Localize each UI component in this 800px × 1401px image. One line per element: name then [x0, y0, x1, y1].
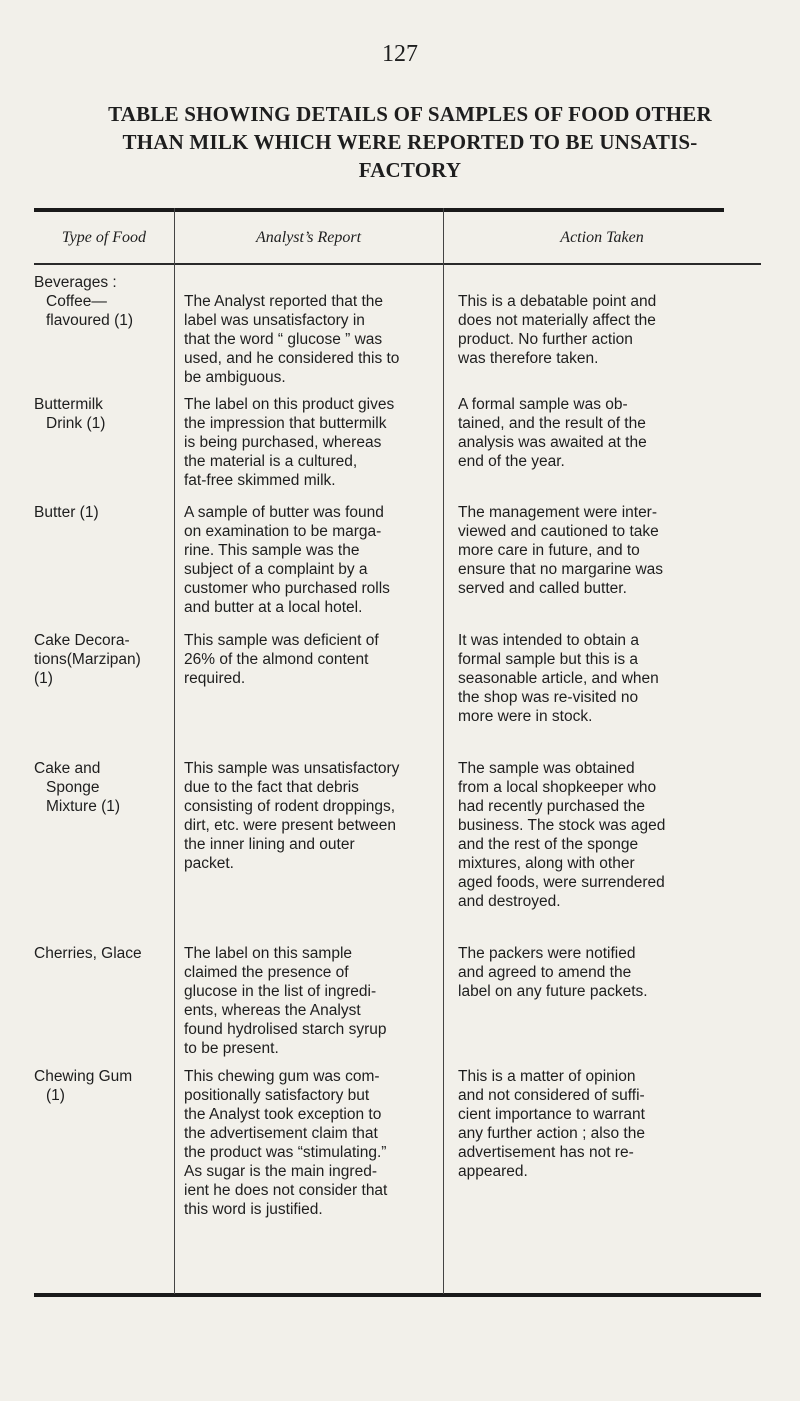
action-cell	[458, 944, 741, 1001]
food-line: Coffee—	[46, 293, 107, 310]
report-line: 26% of the almond content	[184, 651, 369, 668]
report-line: ents, whereas the Analyst	[184, 1002, 361, 1019]
action-line: more were in stock.	[458, 708, 593, 725]
food-cell	[34, 1067, 172, 1105]
food-line: Chewing Gum	[34, 1068, 133, 1085]
report-line: claimed the presence of	[184, 964, 349, 981]
header-action-taken: Action Taken	[560, 229, 644, 246]
action-line: analysis was awaited at the	[458, 434, 647, 451]
action-cell	[458, 759, 741, 911]
food-line: (1)	[46, 1087, 65, 1104]
report-line: positionally satisfactory but	[184, 1087, 370, 1104]
page-number: 127	[382, 41, 418, 67]
report-line: this word is justified.	[184, 1201, 323, 1218]
action-line: had recently purchased the	[458, 798, 645, 815]
action-line: The packers were notified	[458, 945, 636, 962]
report-line: that the word “ glucose ” was	[184, 331, 383, 348]
action-cell	[458, 395, 741, 471]
action-line: formal sample but this is a	[458, 651, 639, 668]
header-rule	[34, 263, 761, 265]
report-line: This chewing gum was com-	[184, 1068, 380, 1085]
report-line: The label on this product gives	[184, 396, 395, 413]
title-line: TABLE SHOWING DETAILS OF SAMPLES OF FOOD OTHER	[108, 102, 712, 126]
report-line: subject of a complaint by a	[184, 561, 368, 578]
food-line: Drink (1)	[46, 415, 106, 432]
report-line: used, and he considered this to	[184, 350, 400, 367]
food-line: Beverages :	[34, 274, 117, 291]
action-line: appeared.	[458, 1163, 528, 1180]
action-line: from a local shopkeeper who	[458, 779, 657, 796]
column-divider	[443, 208, 444, 1294]
report-line: consisting of rodent droppings,	[184, 798, 396, 815]
action-line: ensure that no margarine was	[458, 561, 664, 578]
header-analysts-report: Analyst’s Report	[255, 229, 362, 246]
report-line: the material is a cultured,	[184, 453, 358, 470]
report-line: This sample was deficient of	[184, 632, 379, 649]
food-line: tions(Marzipan)	[34, 651, 141, 668]
report-line: the product was “stimulating.”	[184, 1144, 387, 1161]
column-divider	[174, 208, 175, 1294]
action-line: A formal sample was ob-	[458, 396, 628, 413]
report-line: rine. This sample was the	[184, 542, 360, 559]
food-line: Cake and	[34, 760, 101, 777]
report-line: the Analyst took exception to	[184, 1106, 382, 1123]
report-line: required.	[184, 670, 246, 687]
action-line: label on any future packets.	[458, 983, 648, 1000]
action-line: seasonable article, and when	[458, 670, 659, 687]
action-line: was therefore taken.	[458, 350, 599, 367]
action-cell	[458, 631, 741, 726]
report-line: A sample of butter was found	[184, 504, 384, 521]
report-line: The Analyst reported that the	[184, 293, 384, 310]
report-line: As sugar is the main ingred-	[184, 1163, 377, 1180]
table-top-rule	[34, 208, 724, 212]
food-line: Butter (1)	[34, 504, 99, 521]
food-cell	[34, 944, 172, 963]
food-cell	[34, 395, 172, 433]
report-line: the inner lining and outer	[184, 836, 355, 853]
food-cell	[34, 759, 172, 816]
report-cell	[184, 631, 439, 688]
action-line: The sample was obtained	[458, 760, 635, 777]
action-line: The management were inter-	[458, 504, 658, 521]
report-line: due to the fact that debris	[184, 779, 359, 796]
report-line: packet.	[184, 855, 234, 872]
action-line: end of the year.	[458, 453, 565, 470]
action-line: and the rest of the sponge	[458, 836, 639, 853]
food-cell	[34, 631, 172, 688]
action-line: business. The stock was aged	[458, 817, 666, 834]
action-line: tained, and the result of the	[458, 415, 646, 432]
report-line: the advertisement claim that	[184, 1125, 378, 1142]
report-cell	[184, 1067, 439, 1219]
action-line: This is a matter of opinion	[458, 1068, 636, 1085]
report-line: glucose in the list of ingredi-	[184, 983, 377, 1000]
action-line: any further action ; also the	[458, 1125, 645, 1142]
report-line: customer who purchased rolls	[184, 580, 390, 597]
action-line: cient importance to warrant	[458, 1106, 645, 1123]
report-line: dirt, etc. were present between	[184, 817, 396, 834]
table-title	[80, 100, 740, 184]
food-line: Cake Decora-	[34, 632, 130, 649]
food-line: Cherries, Glace	[34, 945, 142, 962]
action-line: advertisement has not re-	[458, 1144, 634, 1161]
food-cell	[34, 273, 172, 330]
report-line: This sample was unsatisfactory	[184, 760, 400, 777]
report-cell	[184, 503, 439, 617]
food-cell	[34, 503, 172, 522]
report-cell	[184, 395, 439, 490]
action-line: aged foods, were surrendered	[458, 874, 665, 891]
report-line: label was unsatisfactory in	[184, 312, 365, 329]
action-line: the shop was re-visited no	[458, 689, 639, 706]
report-cell	[184, 944, 439, 1058]
report-line: found hydrolised starch syrup	[184, 1021, 387, 1038]
report-line: the impression that buttermilk	[184, 415, 387, 432]
header-type-of-food: Type of Food	[61, 229, 147, 246]
food-line: (1)	[34, 670, 53, 687]
action-line: It was intended to obtain a	[458, 632, 639, 649]
title-line: THAN MILK WHICH WERE REPORTED TO BE UNSATIS-	[122, 130, 698, 154]
action-line: and destroyed.	[458, 893, 561, 910]
action-cell	[458, 503, 741, 598]
report-line: to be present.	[184, 1040, 279, 1057]
action-line: served and called butter.	[458, 580, 627, 597]
samples-table	[34, 208, 761, 1300]
action-line: This is a debatable point and	[458, 293, 657, 310]
food-line: Mixture (1)	[46, 798, 121, 815]
report-line: fat-free skimmed milk.	[184, 472, 336, 489]
report-line: be ambiguous.	[184, 369, 286, 386]
food-line: Sponge	[46, 779, 100, 796]
action-cell	[458, 292, 741, 368]
action-cell	[458, 1067, 741, 1181]
report-cell	[184, 759, 439, 873]
table-bottom-rule	[34, 1293, 761, 1297]
report-line: on examination to be marga-	[184, 523, 382, 540]
report-line: and butter at a local hotel.	[184, 599, 363, 616]
action-line: does not materially affect the	[458, 312, 656, 329]
title-line: FACTORY	[358, 158, 462, 182]
action-line: more care in future, and to	[458, 542, 640, 559]
action-line: and agreed to amend the	[458, 964, 632, 981]
food-line: Buttermilk	[34, 396, 103, 413]
action-line: mixtures, along with other	[458, 855, 635, 872]
action-line: and not considered of suffi-	[458, 1087, 645, 1104]
action-line: product. No further action	[458, 331, 633, 348]
report-line: is being purchased, whereas	[184, 434, 382, 451]
action-line: viewed and cautioned to take	[458, 523, 659, 540]
report-line: The label on this sample	[184, 945, 353, 962]
food-line: flavoured (1)	[46, 312, 134, 329]
report-cell	[184, 292, 439, 387]
report-line: ient he does not consider that	[184, 1182, 388, 1199]
